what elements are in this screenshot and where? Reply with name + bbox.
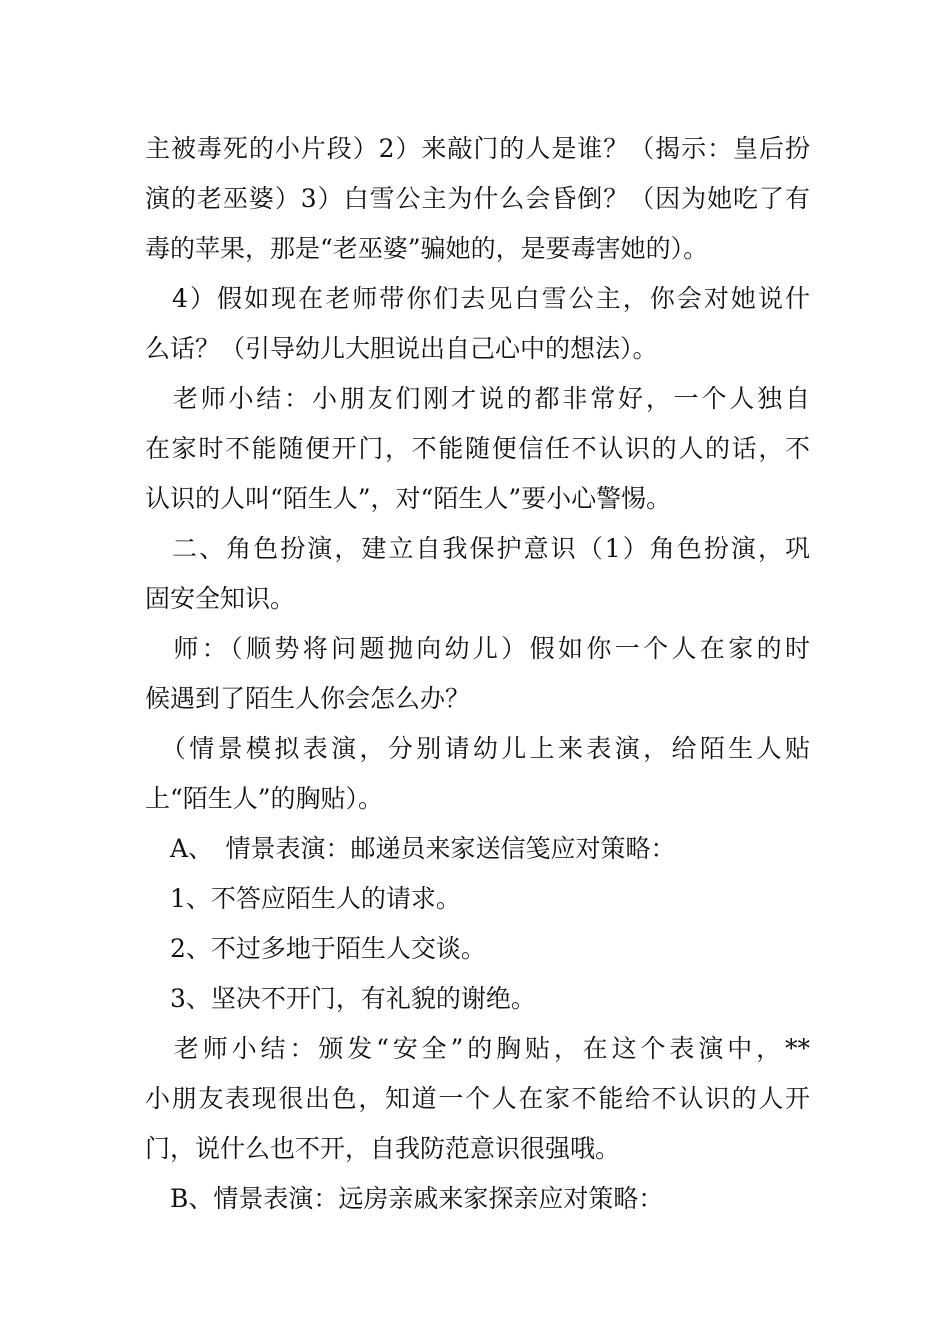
text-line: 演的老巫婆）3）白雪公主为什么会昏倒？（因为她吃了有 [145,184,810,213]
text-line: 老师小结：颁发“安全”的胸贴，在这个表演中，** [145,1034,810,1063]
text-line: 1、不答应陌生人的请求。 [145,884,461,913]
text-line: 毒的苹果，那是“老巫婆”骗她的，是要毒害她的）。 [145,234,709,263]
text-line: 4）假如现在老师带你们去见白雪公主，你会对她说什 [145,284,810,313]
text-line: 固安全知识。 [145,584,296,613]
text-line: B、情景表演：远房亲戚来家探亲应对策略： [145,1184,664,1213]
text-line: 上“陌生人”的胸贴）。 [145,784,384,813]
text-line: 老师小结：小朋友们刚才说的都非常好，一个人独自 [145,384,810,413]
text-line: 二、角色扮演，建立自我保护意识（1）角色扮演，巩 [145,534,810,563]
text-line: 候遇到了陌生人你会怎么办？ [145,684,471,713]
document-body [145,124,810,1224]
text-line: 在家时不能随便开门，不能随便信任不认识的人的话，不 [145,434,810,463]
text-line: （情景模拟表演，分别请幼儿上来表演，给陌生人贴 [145,734,810,763]
text-line: 门，说什么也不开，自我防范意识很强哦。 [145,1134,621,1163]
text-line: 小朋友表现很出色，知道一个人在家不能给不认识的人开 [145,1084,810,1113]
text-line: 主被毒死的小片段）2）来敲门的人是谁？（揭示：皇后扮 [145,134,810,163]
text-line: 2、不过多地于陌生人交谈。 [145,934,486,963]
text-line: A、 情景表演：邮递员来家送信笺应对策略： [145,834,676,863]
text-line: 师：（顺势将问题抛向幼儿）假如你一个人在家的时 [145,634,810,663]
text-line: 3、坚决不开门，有礼貌的谢绝。 [145,984,536,1013]
text-line: 么话？（引导幼儿大胆说出自己心中的想法）。 [145,334,658,363]
text-line: 认识的人叫“陌生人”，对“陌生人”要小心警惕。 [145,484,672,513]
